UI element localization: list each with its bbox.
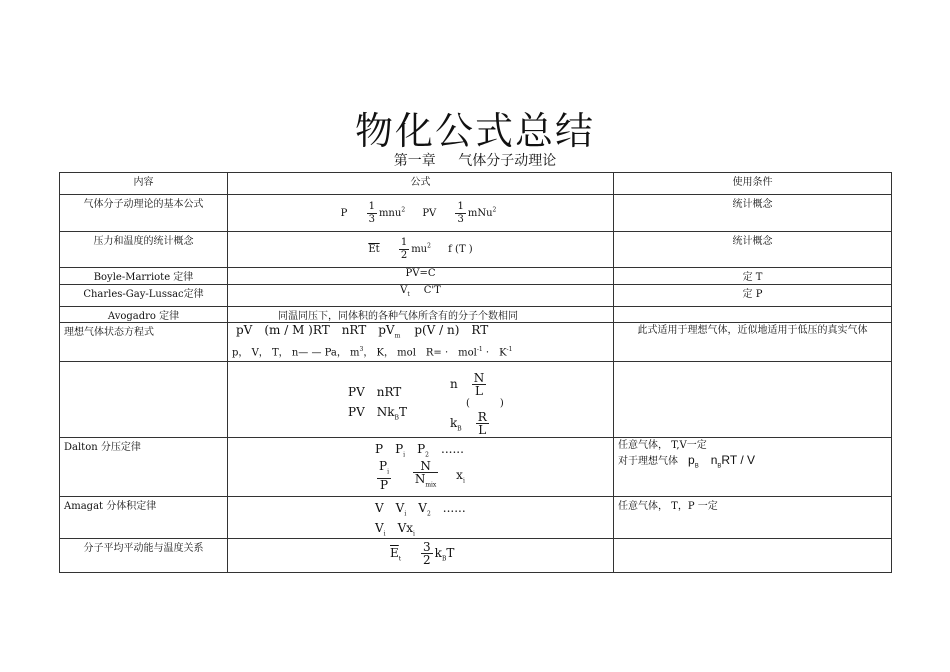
row-condition: 定 P bbox=[614, 285, 892, 307]
table-header-row bbox=[60, 173, 892, 195]
row-condition: 统计概念 bbox=[614, 195, 892, 232]
formula-text: $\overline{Et}$ bbox=[368, 244, 380, 255]
row-condition: 任意气体， T，P 一定 bbox=[614, 496, 892, 538]
header-formula: 公式 bbox=[228, 173, 614, 195]
fraction: $\frac{N}{L}$ bbox=[473, 370, 485, 398]
row-condition: 定 T bbox=[614, 268, 892, 285]
fraction: $\frac{1}{3}$ bbox=[368, 200, 375, 225]
row-content: 压力和温度的统计概念 bbox=[60, 232, 228, 268]
row-content: 理想气体状态方程式 bbox=[60, 323, 228, 362]
table-row bbox=[60, 361, 892, 437]
row-content: 分子平均平动能与温度关系 bbox=[60, 538, 228, 572]
chapter-subtitle: 第一章 气体分子动理论 bbox=[393, 153, 557, 169]
fraction: $\frac{N}{N_{mix}}$ bbox=[414, 458, 437, 489]
table-row bbox=[60, 232, 892, 268]
table-row bbox=[60, 538, 892, 572]
header-content: 内容 bbox=[60, 173, 228, 195]
row-formula: pV (m / M )RT nRT $pV_m$ p(V / n) RT p， V， T， n— — Pa， $m^3$， K， mol R= · mol$^{-1}$ · $K^{-1}$ bbox=[228, 323, 614, 362]
table-row bbox=[60, 437, 892, 496]
row-formula: PV=C bbox=[228, 268, 614, 285]
row-condition: 此式适用于理想气体，近似地适用于低压的真实气体 bbox=[614, 323, 892, 362]
row-formula: $\overline{Et}$ $\frac{1}{2}$ $mu^2$ f (T ) bbox=[228, 232, 614, 268]
row-formula: V $V_i$ $V_2$ ...... $V_i$ $Vx_i$ bbox=[228, 496, 614, 538]
table-row bbox=[60, 496, 892, 538]
row-formula: $\overline{E}_t$ $\frac{3}{2}$ $k_BT$ bbox=[228, 538, 614, 572]
row-content: Avogadro 定律 bbox=[60, 307, 228, 323]
fraction: $\frac{3}{2}$ bbox=[423, 539, 431, 567]
table-row bbox=[60, 323, 892, 362]
formula-table bbox=[59, 172, 892, 573]
fraction: $\frac{P_i}{P}$ bbox=[379, 458, 389, 493]
page-title: 物化公式总结 bbox=[354, 109, 595, 153]
table-row bbox=[60, 285, 892, 307]
table-row bbox=[60, 268, 892, 285]
row-formula: P $P_i$ $P_2$ ...... $\frac{P_i}{P}$ $\frac{N}{N_{mix}}$ $x_i$ bbox=[228, 437, 614, 496]
row-content: Charles-Gay-Lussac定律 bbox=[60, 285, 228, 307]
formula-text: P bbox=[340, 207, 348, 219]
row-condition bbox=[614, 538, 892, 572]
fraction: $\frac{1}{3}$ bbox=[457, 200, 464, 225]
row-content-empty bbox=[60, 361, 228, 437]
header-condition: 使用条件 bbox=[614, 173, 892, 195]
row-formula: P $\frac{1}{3}$ mnu$^2$ PV $\frac{1}{3}$ mNu$^2$ bbox=[228, 195, 614, 232]
fraction: $\frac{R}{L}$ bbox=[477, 409, 487, 437]
row-formula: 同温同压下，同体积的各种气体所含有的分子个数相同 bbox=[228, 307, 614, 323]
row-formula: PV nRT PV $Nk_BT$ n $\frac{N}{L}$ ( ) $k_B$ $\frac{R}{L}$ bbox=[228, 361, 614, 437]
row-content: 气体分子动理论的基本公式 bbox=[60, 195, 228, 232]
row-condition bbox=[614, 307, 892, 323]
table-row bbox=[60, 307, 892, 323]
row-content: Amagat 分体积定律 bbox=[60, 496, 228, 538]
row-condition: 任意气体， T,V一定 对于理想气体 $p_B$ $n_BRT$ / V bbox=[614, 437, 892, 496]
row-condition-empty bbox=[614, 361, 892, 437]
fraction: $\frac{1}{2}$ bbox=[400, 237, 408, 261]
row-formula: $V_t$ C'T bbox=[228, 285, 614, 307]
row-condition: 统计概念 bbox=[614, 232, 892, 268]
row-content: Boyle-Marriote 定律 bbox=[60, 268, 228, 285]
row-content: Dalton 分压定律 bbox=[60, 437, 228, 496]
table-row bbox=[60, 195, 892, 232]
